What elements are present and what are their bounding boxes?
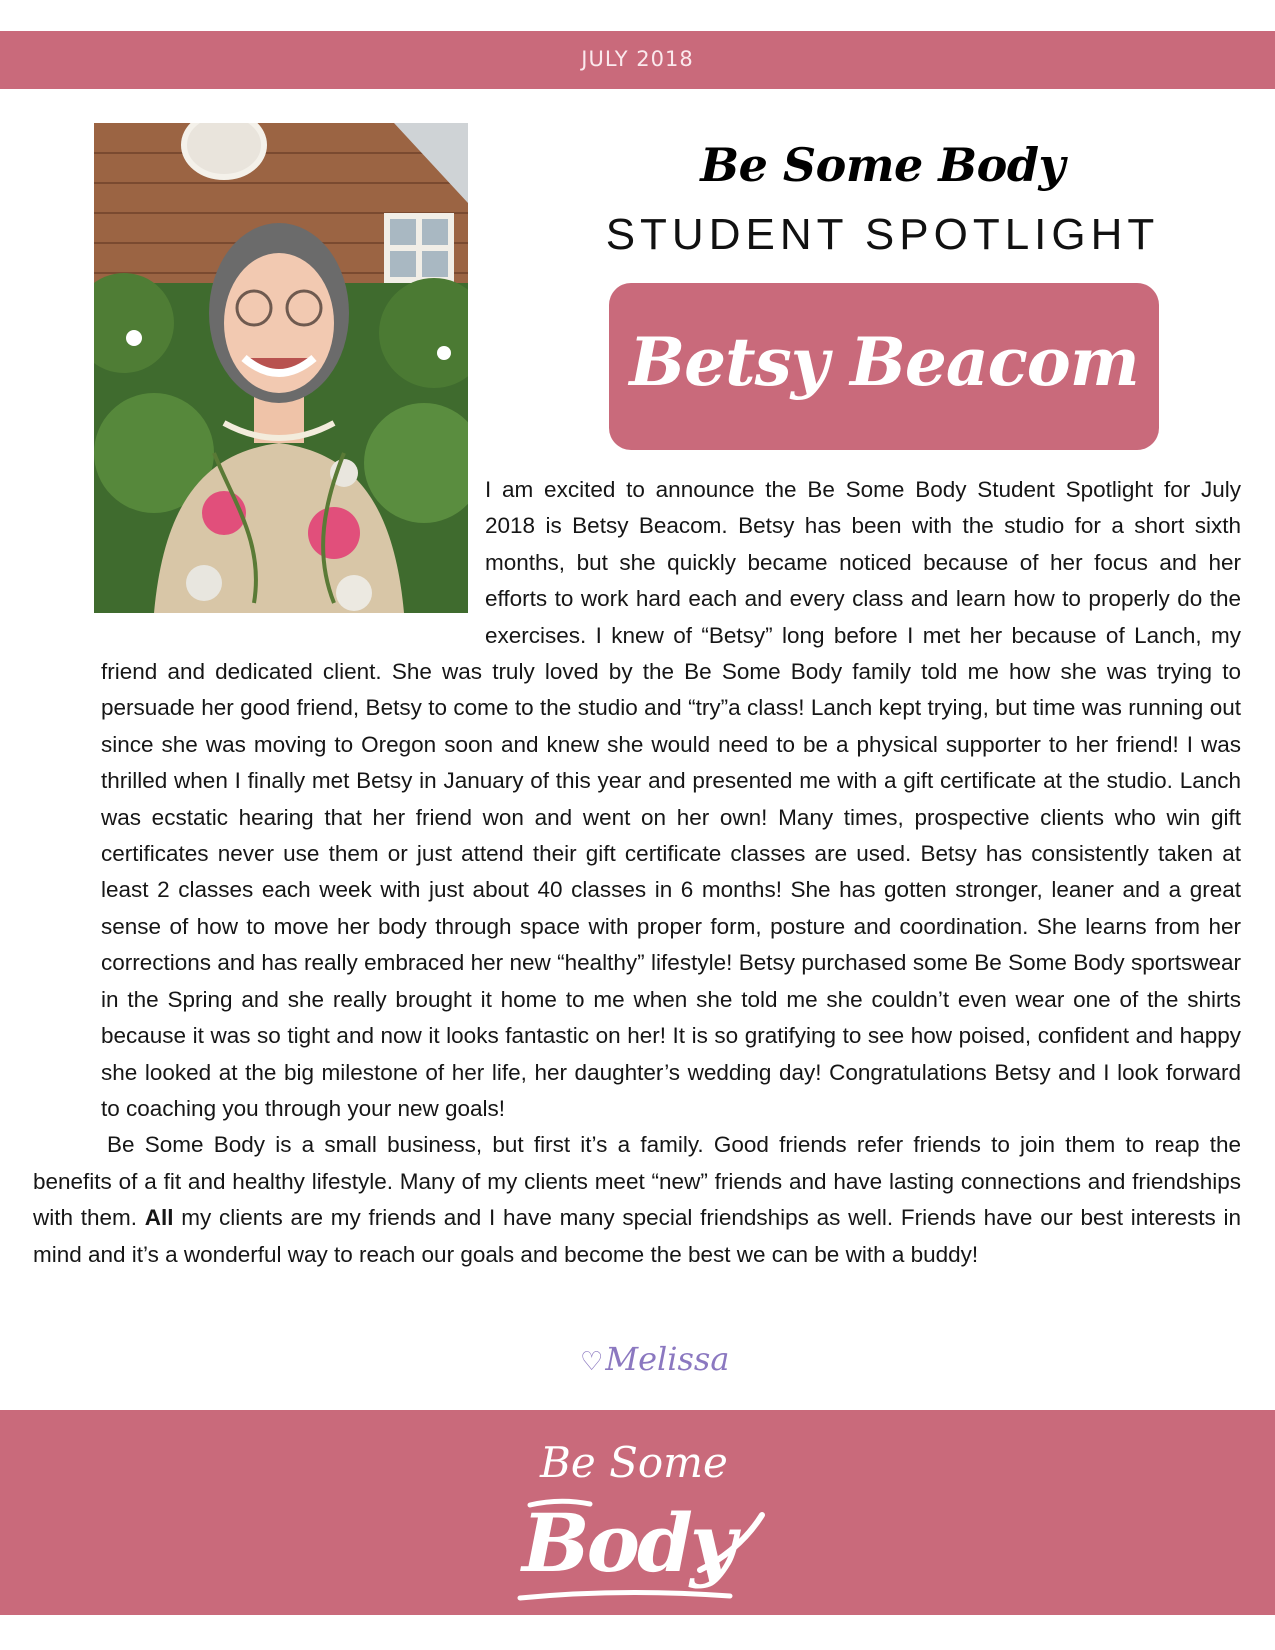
logo-text-top: Be Some [540, 1438, 728, 1487]
paragraph-1-text: I am excited to announce the Be Some Body Student Spotlight for July 2018 is Betsy Beacom. Betsy has been with the studio for a short sixth months, but she quickly became noticed because of her focus and her efforts to work hard each and every class and learn how to properly do the exercises. I knew of “Betsy” long before I met her because of Lanch, my friend and dedicated client. She was truly loved by the Be Some Body family told me how she was trying to persuade her good friend, Betsy to come to the studio and “try”a class! Lanch kept trying, but time was running out since she was moving to Oregon soon and knew she would need to be a physical supporter to her friend! I was thrilled when I finally met Betsy in January of this year and presented me with a gift certificate at the studio. Lanch was ecstatic hearing that her friend won and went on her own! Many times, prospective clients who win gift certificates never use them or just attend their gift certificate classes are used. Betsy has consistently taken at least 2 classes each week with just about 40 classes in 6 months! She has gotten stronger, leaner and a great sense of how to move her body through space with proper form, posture and coordination. She learns from her corrections and has really embraced her new “healthy” lifestyle! Betsy purchased some Be Some Body sportswear in the Spring and she really brought it home to me when she told me she couldn’t even wear one of the shirts because it was so tight and now it looks fantastic on her! It is so gratifying to see how poised, confident and happy she looked at the big milestone of her life, her daughter’s wedding day! Congratulations Betsy and I look forward to coaching you through your new goals! [101, 477, 1241, 1121]
page-title: Be Some Body [700, 138, 1065, 192]
paragraph-2-bold: All [144, 1205, 174, 1231]
page-subtitle: STUDENT SPOTLIGHT [605, 210, 1160, 259]
top-band [0, 31, 1275, 89]
signature-name: Melissa [605, 1340, 730, 1378]
student-name-banner [609, 283, 1159, 450]
logo-text-bottom: Body [522, 1496, 734, 1590]
issue-month: JULY 2018 [581, 47, 694, 71]
bottom-band [0, 1410, 1275, 1615]
footer-logo [500, 1420, 800, 1610]
paragraph-2-text-b: my clients are my friends and I have many special friendships as well. Friends have our best interests in mind and it’s a wonderful way to reach our goals and become the best we can be with a buddy! [33, 1205, 1241, 1267]
photo-wrap-spacer [33, 472, 485, 619]
student-name: Betsy Beacom [629, 323, 1139, 401]
signature [580, 1340, 800, 1378]
article-body [33, 472, 1241, 1273]
paragraph-2-text-a: Be Some Body is a small business, but first it’s a family. Good friends refer friends to join them to reap the benefits of a fit and healthy lifestyle. Many of my clients meet “new” friends and have lasting connections and friendships with them. [33, 1132, 1241, 1231]
heart-outline-icon: ♡ [580, 1347, 604, 1377]
article-paragraph-2 [33, 1127, 1241, 1273]
logo-swoosh-icon [500, 1420, 800, 1610]
